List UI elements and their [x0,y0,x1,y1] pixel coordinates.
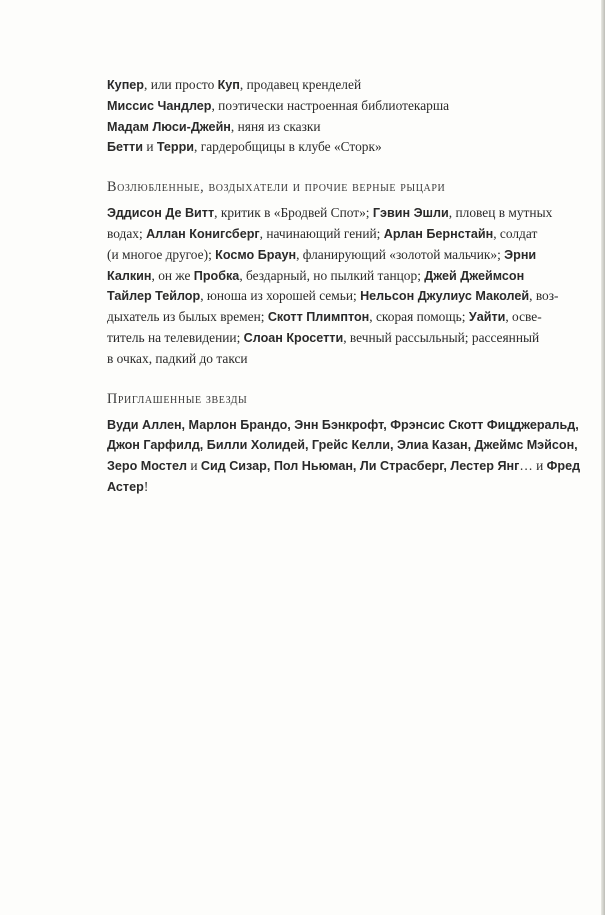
character-description: , продавец кренделей [239,77,362,92]
text-run: ! [143,478,149,494]
character-name: Терри [156,140,195,155]
cast-entry [107,96,583,117]
character-name: Слоан Кросетти [243,330,344,345]
character-name: Купер [107,78,144,92]
character-connector: , или просто [144,77,218,92]
text-line [107,477,583,498]
page-content [107,75,583,498]
text-line [107,349,583,369]
section-heading: Возлюбленные, воздыхатели и прочие верные рыцари [107,179,446,196]
text-run: , он же [151,267,194,283]
character-name: Калкин [107,268,152,283]
text-run: , скорая помощь; [369,309,469,325]
text-line [107,203,583,224]
text-run: , юноша из хорошей семьи; [200,288,361,304]
star-names: Вуди Аллен, Марлон Брандо, Энн Бэнкрофт, Фрэнсис Скотт Фицджеральд, [107,417,579,432]
text-run: , солдат [493,225,538,241]
text-line [107,224,583,245]
text-run: , бездарный, но пылкий танцор; [239,267,425,283]
text-run: , вечный рассыльный; рассеянный [343,329,540,345]
character-name: Тайлер Тейлор [107,289,201,304]
text-run: и [186,458,201,474]
cast-continued-section [107,75,583,158]
text-run: дыхатель из былых времен; [107,309,268,325]
character-name: Арлан Бернстайн [383,226,494,241]
text-line [107,266,583,287]
page-edge [601,0,605,915]
character-name: Эрни [504,247,537,262]
text-run: водах; [107,225,147,241]
text-run: , фланирующий «золотой мальчик»; [296,246,505,262]
character-name: Скотт Плимптон [267,310,370,325]
text-line [107,245,583,266]
character-name: Космо Браун [215,247,297,262]
character-name: Джей Джеймсон [424,268,525,283]
text-run: … и [519,458,547,474]
text-line [107,307,583,328]
character-name: Куп [217,78,240,92]
text-run: (и многое другое); [107,246,216,262]
star-names: Зеро Мостел [107,459,187,474]
text-run: титель на телевидении; [107,329,244,345]
text-run: , воз- [529,288,559,304]
star-names: Астер [107,479,144,494]
text-run: , начинающий гений; [259,225,384,241]
star-names: Сид Сизар, Пол Ньюман, Ли Страсберг, Лестер Янг [200,459,520,474]
text-run: , пловец в мутных [448,205,553,221]
character-name: Пробка [193,268,240,283]
star-names: Джон Гарфилд, Билли Холидей, Грейс Келли, Элиа Казан, Джеймс Мэйсон, [107,438,578,453]
character-name: Мадам Люси-Джейн [107,119,231,134]
text-line [107,435,583,456]
text-line [107,286,583,307]
text-line [107,328,583,349]
character-description: , поэтически настроенная библиотекарша [211,97,450,113]
cast-entry [107,75,583,96]
character-description: , гардеробщицы в клубе «Сторк» [194,139,382,155]
character-name: Уайти [468,310,506,325]
lovers-paragraph [107,203,583,368]
character-name: Эддисон Де Витт [107,206,215,221]
character-name: Аллан Конигсберг [146,226,260,241]
star-names: Фред [546,459,581,474]
character-name: Бетти [107,140,143,155]
text-run: , критик в «Бродвей Спот»; [214,205,373,221]
text-run: в очках, падкий до такси [107,350,248,366]
text-line [107,415,583,436]
text-run: , осве- [505,309,542,325]
character-name: Гэвин Эшли [372,206,449,221]
guest-stars-paragraph [107,415,583,498]
guest-stars-section [107,391,583,498]
section-heading: Приглашенные звезды [107,390,248,407]
character-name: Миссис Чандлер [107,98,212,113]
cast-entry [107,137,583,158]
character-connector: и [142,139,157,155]
lovers-section [107,179,583,368]
text-line [107,456,583,477]
cast-entry [107,117,583,138]
character-description: , няня из сказки [230,118,321,134]
character-name: Нельсон Джулиус Маколей [360,289,530,304]
